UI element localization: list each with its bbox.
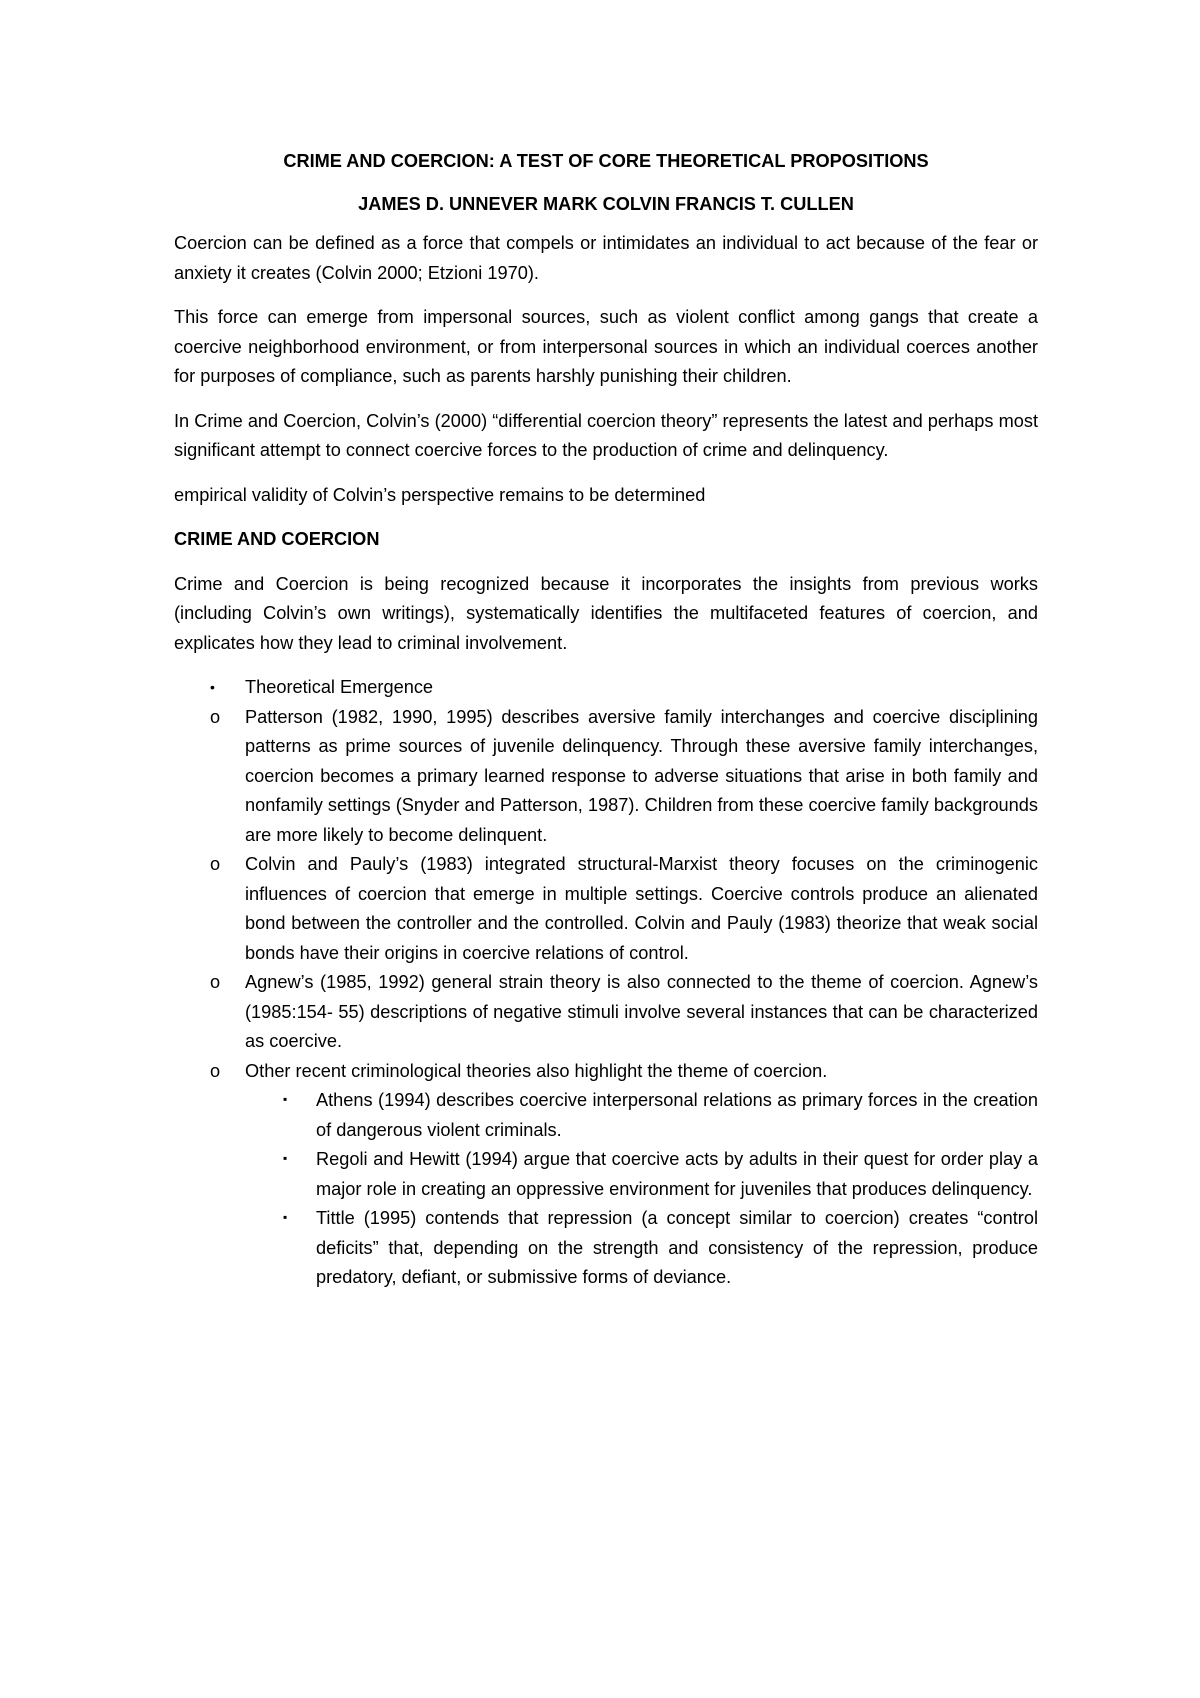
sub-sub-list [283, 1086, 1038, 1293]
circle-bullet-icon: o [210, 706, 221, 727]
circle-bullet-icon: o [210, 1060, 221, 1081]
sub-sub-item-text: Regoli and Hewitt (1994) argue that coercive acts by adults in their quest for order play a major role in creating an oppressive environment for juveniles that produces delinquency. [316, 1149, 1038, 1199]
list-item [210, 968, 1038, 1057]
paragraph-colvin-theory: In Crime and Coercion, Colvin’s (2000) “differential coercion theory” represents the latest and perhaps most significant attempt to connect coercive forces to the production of crime and delinquency. [174, 410, 1038, 460]
bullet-label: Theoretical Emergence [245, 677, 434, 697]
list-item [283, 1145, 1038, 1204]
circle-bullet-icon: o [210, 854, 221, 874]
paragraph-sources: This force can emerge from impersonal sources, such as violent conflict among gangs that create a coercive neighborhood environment, or from interpersonal sources in which an individual coerces another for purposes of compliance, such as parents harshly punishing their children. [174, 307, 1038, 386]
square-bullet-icon: ▪ [283, 1151, 288, 1165]
section-heading: CRIME AND COERCION [174, 529, 380, 549]
section-paragraph: Crime and Coercion is being recognized because it incorporates the insights from previous works (including Colvin’s own writings), systematically identifies the multifaceted features of coercion, and explicates how they lead to criminal involvement. [174, 573, 1038, 653]
circle-bullet-icon: o [210, 972, 221, 992]
list-item [283, 1204, 1038, 1293]
bullet-list [174, 673, 1038, 1293]
sub-sub-item-text: Tittle (1995) contends that repression (a concept similar to coercion) creates “control deficits” that, depending on the strength and consistency of the repression, produce predatory, defiant, or submissive forms of deviance. [316, 1208, 1038, 1287]
document-content [174, 147, 1038, 1293]
document-title: CRIME AND COERCION: A TEST OF CORE THEORETICAL PROPOSITIONS [283, 151, 929, 171]
list-item [174, 673, 1038, 1293]
sub-item-text: Other recent criminological theories also highlight the theme of coercion. [245, 1060, 828, 1081]
sub-item-text: Agnew’s (1985, 1992) general strain theory is also connected to the theme of coercion. Agnew’s (1985:154- 55) descriptions of negative stimuli involve several instances that can be characterized as coercive. [245, 972, 1038, 1051]
square-bullet-icon: ▪ [283, 1210, 288, 1224]
paragraph-validity: empirical validity of Colvin’s perspective remains to be determined [174, 484, 706, 505]
list-item [210, 1057, 1038, 1293]
paragraph-definition: Coercion can be defined as a force that compels or intimidates an individual to act because of the fear or anxiety it creates (Colvin 2000; Etzioni 1970). [174, 233, 1038, 283]
sub-list [210, 703, 1038, 1293]
document-authors: JAMES D. UNNEVER MARK COLVIN FRANCIS T. CULLEN [358, 194, 854, 214]
list-item [210, 850, 1038, 968]
list-item [210, 703, 1038, 851]
sub-item-text: Patterson (1982, 1990, 1995) describes aversive family interchanges and coercive disciplining patterns as prime sources of juvenile delinquency. Through these aversive family interchanges, coercion becomes a primary learned response to adverse situations that arise in both family and nonfamily settings (Snyder and Patterson, 1987). Children from these coercive family backgrounds are more likely to become delinquent. [245, 706, 1038, 845]
list-item [283, 1086, 1038, 1145]
bullet-icon: • [210, 679, 215, 695]
sub-sub-item-text: Athens (1994) describes coercive interpersonal relations as primary forces in the creation of dangerous violent criminals. [316, 1090, 1038, 1140]
sub-item-text: Colvin and Pauly’s (1983) integrated structural-Marxist theory focuses on the criminogenic influences of coercion that emerge in multiple settings. Coercive controls produce an alienated bond between the controller and the controlled. Colvin and Pauly (1983) theorize that weak social bonds have their origins in coercive relations of control. [245, 854, 1038, 963]
square-bullet-icon: ▪ [283, 1092, 288, 1106]
